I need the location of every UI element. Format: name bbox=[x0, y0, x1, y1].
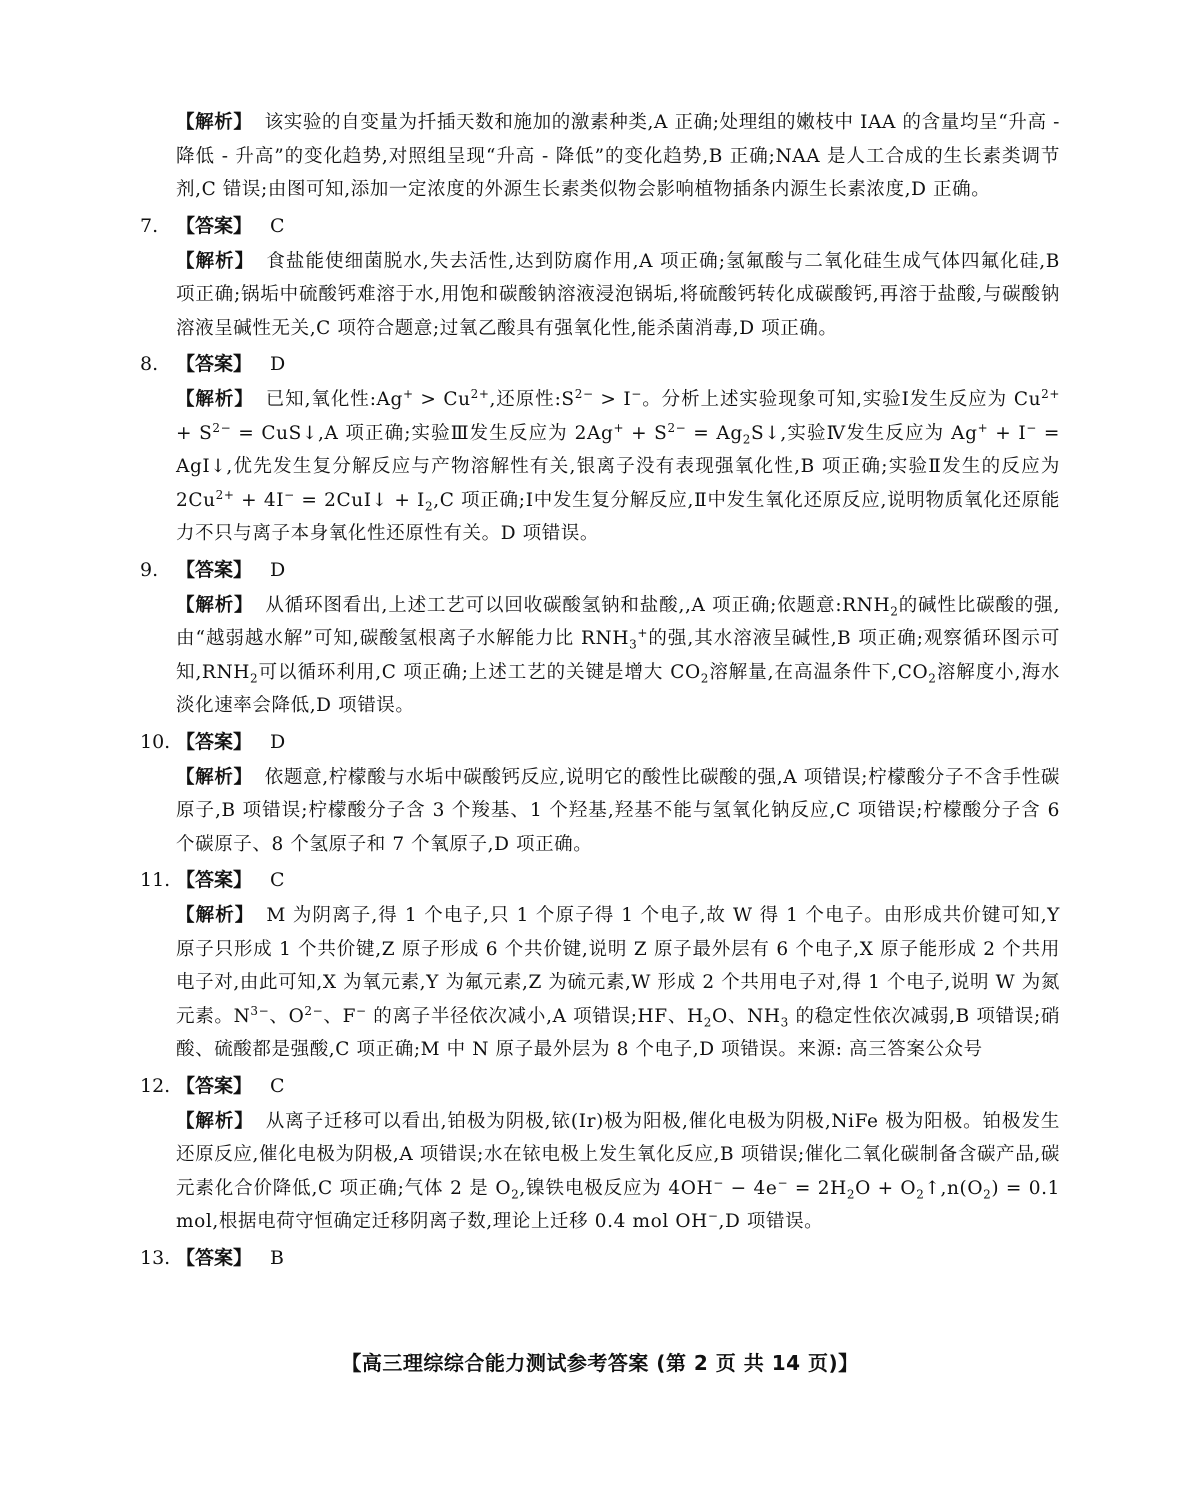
q12-text: = 2H bbox=[788, 1177, 847, 1199]
q12-text: ) = 0.1 mol,根据电荷守恒确定迁移阴离子数,理论上迁移 0.4 mol OH bbox=[176, 1177, 1060, 1232]
q11-sup: 2− bbox=[304, 1003, 324, 1018]
q8-answer-line bbox=[140, 347, 1060, 381]
q11-sub: 2 bbox=[703, 1015, 713, 1030]
q11-sub: 3 bbox=[780, 1015, 789, 1030]
q9-text: 的碱性比碳酸的强,由“越弱越水解”可知,碳酸氢根离子水解能力比 RNH bbox=[176, 594, 1060, 649]
answer-label: 【答案】 bbox=[176, 353, 253, 375]
q8-text: > Cu bbox=[413, 389, 471, 410]
q12-text: 从离子迁移可以看出,铂极为阴极,铱(Ir)极为阳极,催化电极为阴极,NiFe 极为阳极。铂极发生还原反应,催化电极为阴极,A 项错误;水在铱电极上发生氧化反应,B 项错误;催化二氧化碳制备含碳产品,碳元素化合价降低,C 项正确;气体 2 是 O bbox=[176, 1110, 1060, 1199]
q8-text: + S bbox=[624, 422, 668, 444]
q8-text: 。分析上述实验现象可知,实验Ⅰ发生反应为 Cu bbox=[641, 389, 1042, 410]
q8-text: + 4I bbox=[234, 489, 285, 511]
q9-text: 溶解度小,海水淡化速率会降低,D 项错误。 bbox=[176, 661, 1060, 716]
answer-value: C bbox=[270, 214, 285, 237]
q8-sub: 2 bbox=[742, 432, 752, 447]
q8-sup: + bbox=[402, 386, 414, 401]
q8-text: 已知,氧化性:Ag bbox=[265, 389, 403, 410]
answer-value: D bbox=[270, 730, 286, 753]
q10-answer-line bbox=[140, 725, 1060, 759]
question-number: 7. bbox=[140, 214, 159, 237]
q12-sub: 2 bbox=[983, 1187, 992, 1202]
q12-answer-line bbox=[140, 1069, 1060, 1103]
q12-text: ,镍铁电极反应为 4OH bbox=[519, 1177, 714, 1199]
q8-text: + I bbox=[988, 422, 1027, 444]
answer-label: 【答案】 bbox=[176, 1074, 253, 1097]
q8-sup: − bbox=[631, 386, 642, 401]
q9-sup: + bbox=[637, 625, 648, 640]
question-number: 8. bbox=[140, 353, 159, 375]
q8-sup: 2− bbox=[667, 420, 687, 435]
q12-text: ↑,n(O bbox=[924, 1177, 984, 1199]
q8-text: ,还原性:S bbox=[489, 389, 575, 410]
q8-sup: 2− bbox=[212, 420, 232, 435]
answer-label: 【答案】 bbox=[176, 214, 253, 237]
answer-label: 【答案】 bbox=[176, 869, 253, 891]
q9-sub: 2 bbox=[928, 671, 937, 686]
q8-text: > I bbox=[593, 389, 632, 410]
q9-sub: 2 bbox=[700, 671, 709, 686]
q12-sup: − bbox=[777, 1175, 789, 1190]
q9-text: 的强,其水溶液呈碱性,B 项正确;观察循环图示可知,RNH bbox=[176, 628, 1061, 683]
q12-sub: 2 bbox=[511, 1187, 520, 1202]
page-footer: 【高三理综综合能力测试参考答案 (第 2 页 共 14 页)】 bbox=[341, 1351, 859, 1375]
q11-sup: 3− bbox=[250, 1003, 270, 1018]
answer-label: 【答案】 bbox=[176, 730, 253, 753]
q7-answer-line bbox=[140, 209, 1060, 243]
answer-label: 【答案】 bbox=[176, 1246, 253, 1269]
question-number: 11. bbox=[140, 869, 171, 891]
analysis-label: 【解析】 bbox=[176, 250, 255, 272]
q9-answer-line bbox=[140, 553, 1060, 587]
q9-text: 溶解量,在高温条件下,CO bbox=[708, 661, 929, 683]
q9-sub: 2 bbox=[249, 671, 259, 686]
q8-text: = Ag bbox=[686, 422, 743, 444]
q11-text: M 为阴离子,得 1 个电子,只 1 个原子得 1 个电子,故 W 得 1 个电子。由形成共价键可知,Y 原子只形成 1 个共价键,Z 原子形成 6 个共价键,说明 Z 原子最外层有 6 个电子,X 原子能形成 2 个共用电子对,由此可知,X 为氧元素,Y 为氟元素,Z 为硫元素,W 形成 2 个共用电子对,得 1 个电子,说明 W 为氮元素。N bbox=[176, 905, 1060, 1027]
analysis-label: 【解析】 bbox=[176, 1110, 254, 1132]
answer-value: D bbox=[270, 353, 286, 375]
q13-answer-line bbox=[140, 1241, 1060, 1275]
q11-analysis bbox=[176, 899, 1060, 1067]
analysis-label: 【解析】 bbox=[176, 905, 255, 926]
q12-sup: − bbox=[707, 1208, 719, 1223]
q12-text: O + O bbox=[855, 1177, 917, 1199]
q11-text: 的离子半径依次减小,A 项错误;HF、H bbox=[366, 1005, 704, 1027]
q8-text: ,C 项正确;Ⅰ中发生复分解反应,Ⅱ中发生氧化还原反应,说明物质氧化还原能力不只与离子本身氧化性还原性有关。D 项错误。 bbox=[176, 489, 1060, 544]
answer-value: C bbox=[270, 1074, 285, 1097]
question-number: 10. bbox=[140, 730, 171, 753]
q9-analysis bbox=[176, 589, 1060, 723]
q9-sub: 3 bbox=[629, 637, 638, 652]
q8-sup: + bbox=[613, 420, 625, 435]
q12-sup: − bbox=[713, 1175, 724, 1190]
q9-text: 从循环图看出,上述工艺可以回收碳酸氢钠和盐酸,,A 项正确;依题意:RNH bbox=[265, 594, 891, 616]
q11-answer-line bbox=[140, 863, 1060, 897]
q9-text: 可以循环利用,C 项正确;上述工艺的关键是增大 CO bbox=[258, 661, 701, 683]
q8-sub: 2 bbox=[424, 499, 434, 514]
q6-analysis bbox=[176, 106, 1060, 207]
q8-analysis bbox=[176, 383, 1060, 551]
q12-analysis bbox=[176, 1105, 1060, 1239]
q8-text: + S bbox=[176, 422, 213, 444]
q8-text: = 2CuI↓ + I bbox=[294, 489, 425, 511]
q8-sup: − bbox=[284, 487, 295, 502]
q10-analysis-text: 依题意,柠檬酸与水垢中碳酸钙反应,说明它的酸性比碳酸的强,A 项错误;柠檬酸分子不含手性碳原子,B 项错误;柠檬酸分子含 3 个羧基、1 个羟基,羟基不能与氢氧化钠反应,C 项错误;柠檬酸分子含 6 个碳原子、8 个氢原子和 7 个氧原子,D 项正确。 bbox=[176, 766, 1060, 855]
analysis-label: 【解析】 bbox=[176, 389, 254, 410]
q11-sup: − bbox=[356, 1003, 367, 1018]
q8-text: = CuS↓,A 项正确;实验Ⅲ发生反应为 2Ag bbox=[231, 422, 614, 444]
q8-sup: + bbox=[977, 420, 989, 435]
q6-analysis-text: 该实验的自变量为扦插天数和施加的激素种类,A 正确;处理组的嫩枝中 IAA 的含量均呈“升高 - 降低 - 升高”的变化趋势,对照组呈现“升高 - 降低”的变化趋势,B 正确;NAA 是人工合成的生长素类调节剂,C 错误;由图可知,添加一定浓度的外源生长素类似物会影响植物插条内源生长素浓度,D 正确。 bbox=[176, 112, 1060, 200]
q7-analysis bbox=[176, 245, 1060, 346]
question-number: 13. bbox=[140, 1246, 171, 1269]
answer-value: D bbox=[270, 558, 286, 581]
q9-sub: 2 bbox=[890, 604, 899, 619]
q8-sup: 2+ bbox=[215, 487, 235, 502]
q8-text: S↓,实验Ⅳ发生反应为 Ag bbox=[751, 422, 978, 444]
q8-sup: 2− bbox=[574, 386, 594, 401]
q8-sup: 2+ bbox=[470, 386, 490, 401]
q7-analysis-text: 食盐能使细菌脱水,失去活性,达到防腐作用,A 项正确;氢氟酸与二氧化硅生成气体四氟化硅,B 项正确;锅垢中硫酸钙难溶于水,用饱和碳酸钠溶液浸泡锅垢,将硫酸钙转化成碳酸钙,再溶于盐酸,与碳酸钠溶液呈碱性无关,C 项符合题意;过氧乙酸具有强氧化性,能杀菌消毒,D 项正确。 bbox=[176, 250, 1060, 339]
q11-text: 的稳定性依次减弱,B 项错误;硝酸、硫酸都是强酸,C 项正确;M 中 N 原子最外层为 8 个电子,D 项错误。来源: 高三答案公众号 bbox=[176, 1005, 1060, 1060]
answer-label: 【答案】 bbox=[176, 558, 253, 581]
q10-analysis bbox=[176, 761, 1060, 862]
q11-text: O、NH bbox=[712, 1005, 781, 1027]
q12-text: − 4e bbox=[723, 1177, 778, 1199]
q8-sup: 2+ bbox=[1041, 386, 1060, 401]
q11-text: 、O bbox=[269, 1005, 305, 1027]
document-body bbox=[140, 106, 1060, 1277]
q12-text: ,D 项错误。 bbox=[718, 1211, 824, 1232]
q8-sup: − bbox=[1026, 420, 1037, 435]
answer-value: B bbox=[270, 1246, 284, 1269]
answer-value: C bbox=[270, 869, 285, 891]
q11-text: 、F bbox=[323, 1005, 357, 1027]
q8-text: = AgI↓,优先发生复分解反应与产物溶解性有关,银离子没有表现强氧化性,B 项正确;实验Ⅱ发生的反应为 2Cu bbox=[176, 422, 1060, 511]
q12-sub: 2 bbox=[846, 1187, 856, 1202]
q12-sub: 2 bbox=[916, 1187, 925, 1202]
analysis-label: 【解析】 bbox=[176, 112, 253, 133]
analysis-label: 【解析】 bbox=[176, 766, 253, 788]
question-number: 12. bbox=[140, 1074, 171, 1097]
question-number: 9. bbox=[140, 558, 159, 581]
analysis-label: 【解析】 bbox=[176, 594, 254, 616]
